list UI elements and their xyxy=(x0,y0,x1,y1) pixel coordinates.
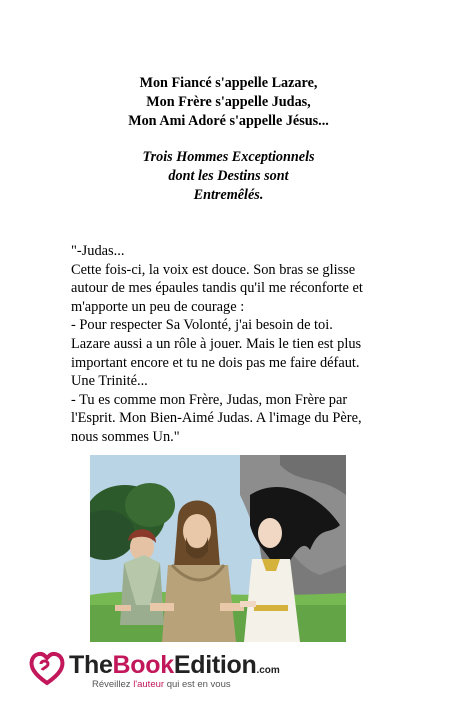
title-line: Mon Frère s'appelle Judas, xyxy=(146,94,311,110)
excerpt-paragraph: Une Trinité... xyxy=(71,373,148,390)
subtitle-line: Trois Hommes Exceptionnels xyxy=(142,149,315,165)
book-subtitle xyxy=(0,148,457,205)
tagline-accent: l'auteur xyxy=(133,679,165,690)
excerpt-paragraph: "-Judas... xyxy=(71,243,125,259)
brand-the: The xyxy=(69,651,113,679)
tagline-end: qui est en vous xyxy=(164,679,231,690)
subtitle-line: dont les Destins sont xyxy=(168,168,289,184)
excerpt-paragraph: Cette fois-ci, la voix est douce. Son bras se glisse autour de mes épaules tandis qu'il me réconforte et m'apporte un peu de courage : xyxy=(71,261,363,315)
brand-book: Book xyxy=(112,651,174,679)
cover-illustration xyxy=(90,455,346,642)
excerpt-paragraph: - Pour respecter Sa Volonté, j'ai besoin de toi. Lazare aussi a un rôle à jouer. Mais le tien est plus important encore et tu ne dois pas me faire défaut. xyxy=(71,317,362,371)
brand-tagline xyxy=(92,679,231,690)
excerpt-paragraph: - Tu es comme mon Frère, Judas, mon Frère par l'Esprit. Mon Bien-Aimé Judas. A l'image du Père, nous sommes Un." xyxy=(71,391,362,445)
heart-icon xyxy=(28,650,66,686)
publisher-logo[interactable] xyxy=(28,650,308,690)
brand-edition: Edition xyxy=(173,651,257,679)
book-title xyxy=(0,74,457,131)
tagline-start: Réveillez xyxy=(92,679,134,690)
subtitle-line: Entremêlés. xyxy=(193,187,264,203)
brand-tld: .com xyxy=(256,665,280,676)
title-line: Mon Ami Adoré s'appelle Jésus... xyxy=(128,113,329,129)
excerpt-text xyxy=(71,242,367,447)
title-line: Mon Fiancé s'appelle Lazare, xyxy=(139,75,318,91)
